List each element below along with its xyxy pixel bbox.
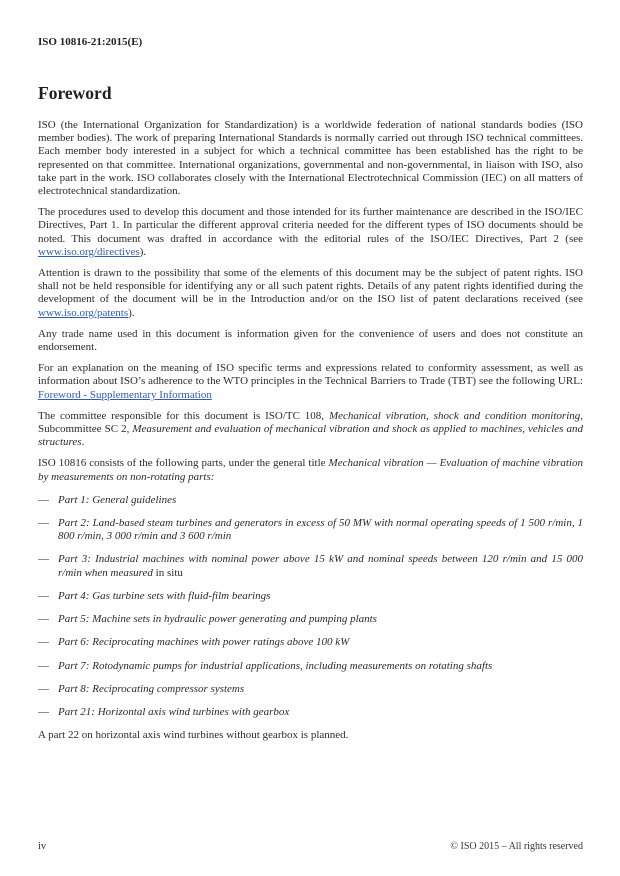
parts-list-item-1 [38,494,583,507]
part-title-italic: Part 6: Reciprocating machines with power ratings above 100 kW [58,636,350,649]
dash-bullet: — [38,682,49,695]
part-title-italic: Part 7: Rotodynamic pumps for industrial applications, including measurements on rotating shafts [58,659,493,672]
foreword-title: Foreword [38,83,112,103]
paragraph-text: ). [128,306,135,319]
paragraph-series-title [38,457,583,483]
parts-list-item-5 [38,613,583,626]
parts-list-item-2 [38,517,583,543]
parts-list-item-6 [38,636,583,649]
part-title-italic: Part 1: General guidelines [58,493,177,506]
paragraph-text: ISO 10816 consists of the following parts, under the general title [38,457,329,470]
part-title-italic: Part 8: Reciprocating compressor systems [58,682,245,695]
dash-bullet: — [38,659,49,672]
link-iso-directives[interactable]: www.iso.org/directives [38,245,140,258]
part-entry [58,590,583,603]
link-foreword-supplementary-information[interactable]: Foreword - Supplementary Information [38,388,212,401]
dash-bullet: — [38,553,49,566]
paragraph-text: The procedures used to develop this document and those intended for its further maintenance are described in the ISO/IEC Directives, Part 1. In particular the different approval criteria needed for the different types of ISO documents should be noted. This document was drafted in accordance with the editorial rules of the ISO/IEC Directives, Part 2 (see [38,206,583,245]
part-entry [58,613,583,626]
part-entry [58,636,583,649]
parts-list-item-3 [38,553,583,579]
paragraph-text: , Subcommittee SC 2, [38,409,583,436]
subcommittee-title-italic: Measurement and evaluation of mechanical vibration and shock as applied to machines, vehicles and structures [38,423,583,449]
paragraph-iso-federation: ISO (the International Organization for Standardization) is a worldwide federation of national standards bodies (ISO member bodies). The work of preparing International Standards is normally carried out through ISO technical committees. Each member body interested in a subject for which a technical committee has been established has the right to be represented on that committee. International organizations, governmental and non-governmental, in liaison with ISO, also take part in the work. ISO collaborates closely with the International Electrotechnical Commission (IEC) on all matters of electrotechnical standardization. [38,119,583,198]
part-title-italic: Part 3: Industrial machines with nominal power above 15 kW and nominal speeds between 120 r/min and 15 000 r/min when measured [58,553,583,579]
paragraph-text: For an explanation on the meaning of ISO specific terms and expressions related to conformity assessment, as well as information about ISO’s adherence to the WTO principles in the Technical Barriers to Trade (TBT) see the following URL: [38,362,583,388]
part-entry [58,553,583,579]
parts-list-item-21 [38,706,583,719]
paragraph-wto-tbt [38,362,583,402]
page-footer [38,841,583,852]
part-title-roman: in situ [152,566,183,579]
paragraph-text: Attention is drawn to the possibility that some of the elements of this document may be the subject of patent rights. ISO shall not be held responsible for identifying any or all such patent rights. Details of any patent rights identified during the development of the document will be in the Introduction and/or on the ISO list of patent declarations received (see [38,267,583,306]
parts-list-item-8 [38,683,583,696]
dash-bullet: — [38,589,49,602]
link-iso-patents[interactable]: www.iso.org/patents [38,306,129,319]
dash-bullet: — [38,705,49,718]
page-number: iv [38,841,47,852]
series-general-title-italic: Mechanical vibration — Evaluation of machine vibration by measurements on non-rotating parts: [38,457,583,483]
dash-bullet: — [38,517,49,530]
parts-list [38,494,583,719]
dash-bullet: — [38,493,49,506]
copyright-notice: © ISO 2015 – All rights reserved [450,841,583,852]
doc-reference-header: ISO 10816-21:2015(E) [38,36,143,48]
part-entry [58,706,583,719]
parts-list-item-7 [38,660,583,673]
paragraph-part22-planned: A part 22 on horizontal axis wind turbines without gearbox is planned. [38,729,349,742]
part-title-italic: Part 2: Land-based steam turbines and generators in excess of 50 MW with normal operating speeds of 1 500 r/min, 1 800 r/min, 3 000 r/min and 3 600 r/min [58,517,583,543]
paragraph-trade-name: Any trade name used in this document is information given for the convenience of users and does not constitute an endorsement. [38,327,583,354]
paragraph-procedures [38,206,583,259]
paragraph-patent-rights [38,267,583,320]
part-entry [58,660,583,673]
paragraph-text: ). [139,245,147,258]
parts-list-item-4 [38,590,583,603]
part-title-italic: Part 5: Machine sets in hydraulic power generating and pumping plants [58,613,377,626]
paragraph-text: The committee responsible for this document is ISO/TC 108, [38,409,329,422]
part-title-italic: Part 21: Horizontal axis wind turbines with gearbox [58,705,290,718]
part-title-italic: Part 4: Gas turbine sets with fluid-film bearings [58,589,271,602]
paragraph-committee [38,410,583,450]
part-entry [58,683,583,696]
part-entry [58,494,583,507]
paragraph-text: . [81,436,85,449]
dash-bullet: — [38,613,49,626]
part-entry [58,517,583,543]
committee-title-italic: Mechanical vibration, shock and condition monitoring [328,409,581,422]
dash-bullet: — [38,636,49,649]
